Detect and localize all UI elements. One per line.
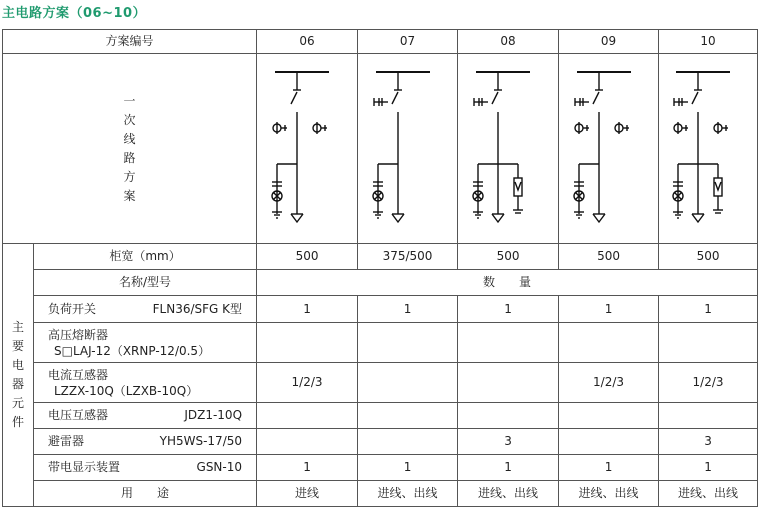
component-name: 带电显示装置 bbox=[48, 460, 121, 474]
component-model: S□LAJ-12（XRNP-12/0.5） bbox=[54, 343, 211, 358]
cabinet-width-value: 500 bbox=[257, 244, 358, 270]
component-label bbox=[34, 323, 257, 363]
diagram-label-char: 案 bbox=[123, 188, 136, 203]
side-label-char: 要 bbox=[11, 339, 24, 353]
quantity-cell bbox=[458, 363, 559, 403]
diagram-08 bbox=[458, 54, 559, 244]
usage-cell: 进线 bbox=[257, 481, 358, 507]
quantity-cell bbox=[257, 429, 358, 455]
side-label-char: 器 bbox=[11, 377, 24, 391]
quantity-cell: 1 bbox=[257, 455, 358, 481]
circuit-diagram-06 bbox=[267, 64, 347, 234]
table-row bbox=[3, 429, 758, 455]
name-model-label: 名称/型号 bbox=[34, 270, 257, 296]
table-row bbox=[3, 296, 758, 323]
quantity-cell bbox=[559, 403, 659, 429]
usage-label: 用 途 bbox=[34, 481, 257, 507]
circuit-diagram-07 bbox=[368, 64, 448, 234]
diagram-label-char: 次 bbox=[123, 112, 136, 127]
component-name: 高压熔断器 bbox=[48, 327, 109, 342]
side-label-char: 元 bbox=[11, 396, 24, 410]
scheme-table bbox=[2, 29, 758, 507]
usage-cell: 进线、出线 bbox=[659, 481, 758, 507]
component-name: 电流互感器 bbox=[48, 367, 109, 382]
side-label-char: 件 bbox=[11, 415, 24, 429]
quantity-cell: 1 bbox=[559, 296, 659, 323]
usage-cell: 进线、出线 bbox=[358, 481, 458, 507]
quantity-cell bbox=[358, 323, 458, 363]
quantity-cell: 1 bbox=[458, 455, 559, 481]
component-label bbox=[34, 296, 257, 323]
side-label bbox=[3, 244, 34, 507]
diagram-label-char: 线 bbox=[123, 131, 136, 146]
table-row bbox=[3, 323, 758, 363]
component-model: GSN-10 bbox=[196, 460, 243, 474]
quantity-cell bbox=[659, 323, 758, 363]
quantity-cell: 3 bbox=[458, 429, 559, 455]
quantity-cell bbox=[358, 403, 458, 429]
quantity-cell bbox=[358, 363, 458, 403]
quantity-cell bbox=[559, 429, 659, 455]
quantity-cell: 1 bbox=[358, 455, 458, 481]
component-label bbox=[34, 363, 257, 403]
quantity-cell: 1 bbox=[659, 455, 758, 481]
component-label bbox=[34, 403, 257, 429]
quantity-cell bbox=[358, 429, 458, 455]
table-row bbox=[3, 363, 758, 403]
circuit-diagram-08 bbox=[468, 64, 548, 234]
circuit-diagram-10 bbox=[668, 64, 748, 234]
quantity-cell bbox=[458, 323, 559, 363]
diagram-06 bbox=[257, 54, 358, 244]
side-label-char: 电 bbox=[11, 358, 24, 372]
component-model: FLN36/SFG K型 bbox=[152, 301, 243, 316]
scheme-06: 06 bbox=[257, 30, 358, 54]
quantity-cell: 1 bbox=[659, 296, 758, 323]
page-title: 主电路方案（06~10） bbox=[2, 6, 147, 21]
quantity-cell bbox=[559, 323, 659, 363]
component-label bbox=[34, 455, 257, 481]
usage-row bbox=[3, 481, 758, 507]
scheme-09: 09 bbox=[559, 30, 659, 54]
usage-cell: 进线、出线 bbox=[458, 481, 559, 507]
quantity-cell: 1/2/3 bbox=[257, 363, 358, 403]
cabinet-width-label: 柜宽（mm） bbox=[34, 244, 257, 270]
diagram-label-char: 方 bbox=[123, 169, 136, 184]
scheme-number-label: 方案编号 bbox=[3, 30, 257, 54]
usage-cell: 进线、出线 bbox=[559, 481, 659, 507]
quantity-cell bbox=[458, 403, 559, 429]
component-model: YH5WS-17/50 bbox=[159, 434, 243, 448]
scheme-07: 07 bbox=[358, 30, 458, 54]
quantity-cell bbox=[659, 403, 758, 429]
diagram-row bbox=[3, 54, 758, 244]
quantity-cell: 1 bbox=[458, 296, 559, 323]
table-row bbox=[3, 403, 758, 429]
quantity-cell: 1 bbox=[559, 455, 659, 481]
circuit-diagram-09 bbox=[569, 64, 649, 234]
cabinet-width-row bbox=[3, 244, 758, 270]
scheme-08: 08 bbox=[458, 30, 559, 54]
component-model: LZZX-10Q（LZXB-10Q） bbox=[54, 383, 199, 398]
diagram-09 bbox=[559, 54, 659, 244]
quantity-cell bbox=[257, 403, 358, 429]
quantity-label: 数 量 bbox=[257, 270, 758, 296]
quantity-cell bbox=[257, 323, 358, 363]
component-model: JDZ1-10Q bbox=[184, 408, 243, 422]
quantity-cell: 1/2/3 bbox=[559, 363, 659, 403]
table-row bbox=[3, 455, 758, 481]
component-name: 电压互感器 bbox=[48, 408, 109, 422]
diagram-label bbox=[3, 54, 257, 244]
cabinet-width-value: 500 bbox=[559, 244, 659, 270]
scheme-10: 10 bbox=[659, 30, 758, 54]
quantity-cell: 1 bbox=[257, 296, 358, 323]
header-row bbox=[3, 30, 758, 54]
diagram-label-char: 路 bbox=[123, 150, 136, 165]
diagram-label-char: 一 bbox=[123, 93, 136, 108]
cabinet-width-value: 500 bbox=[659, 244, 758, 270]
component-name: 避雷器 bbox=[48, 434, 85, 448]
component-label bbox=[34, 429, 257, 455]
name-model-header-row bbox=[3, 270, 758, 296]
component-name: 负荷开关 bbox=[48, 301, 97, 316]
diagram-10 bbox=[659, 54, 758, 244]
quantity-cell: 1 bbox=[358, 296, 458, 323]
cabinet-width-value: 375/500 bbox=[358, 244, 458, 270]
diagram-07 bbox=[358, 54, 458, 244]
side-label-char: 主 bbox=[11, 320, 24, 334]
quantity-cell: 3 bbox=[659, 429, 758, 455]
quantity-cell: 1/2/3 bbox=[659, 363, 758, 403]
cabinet-width-value: 500 bbox=[458, 244, 559, 270]
